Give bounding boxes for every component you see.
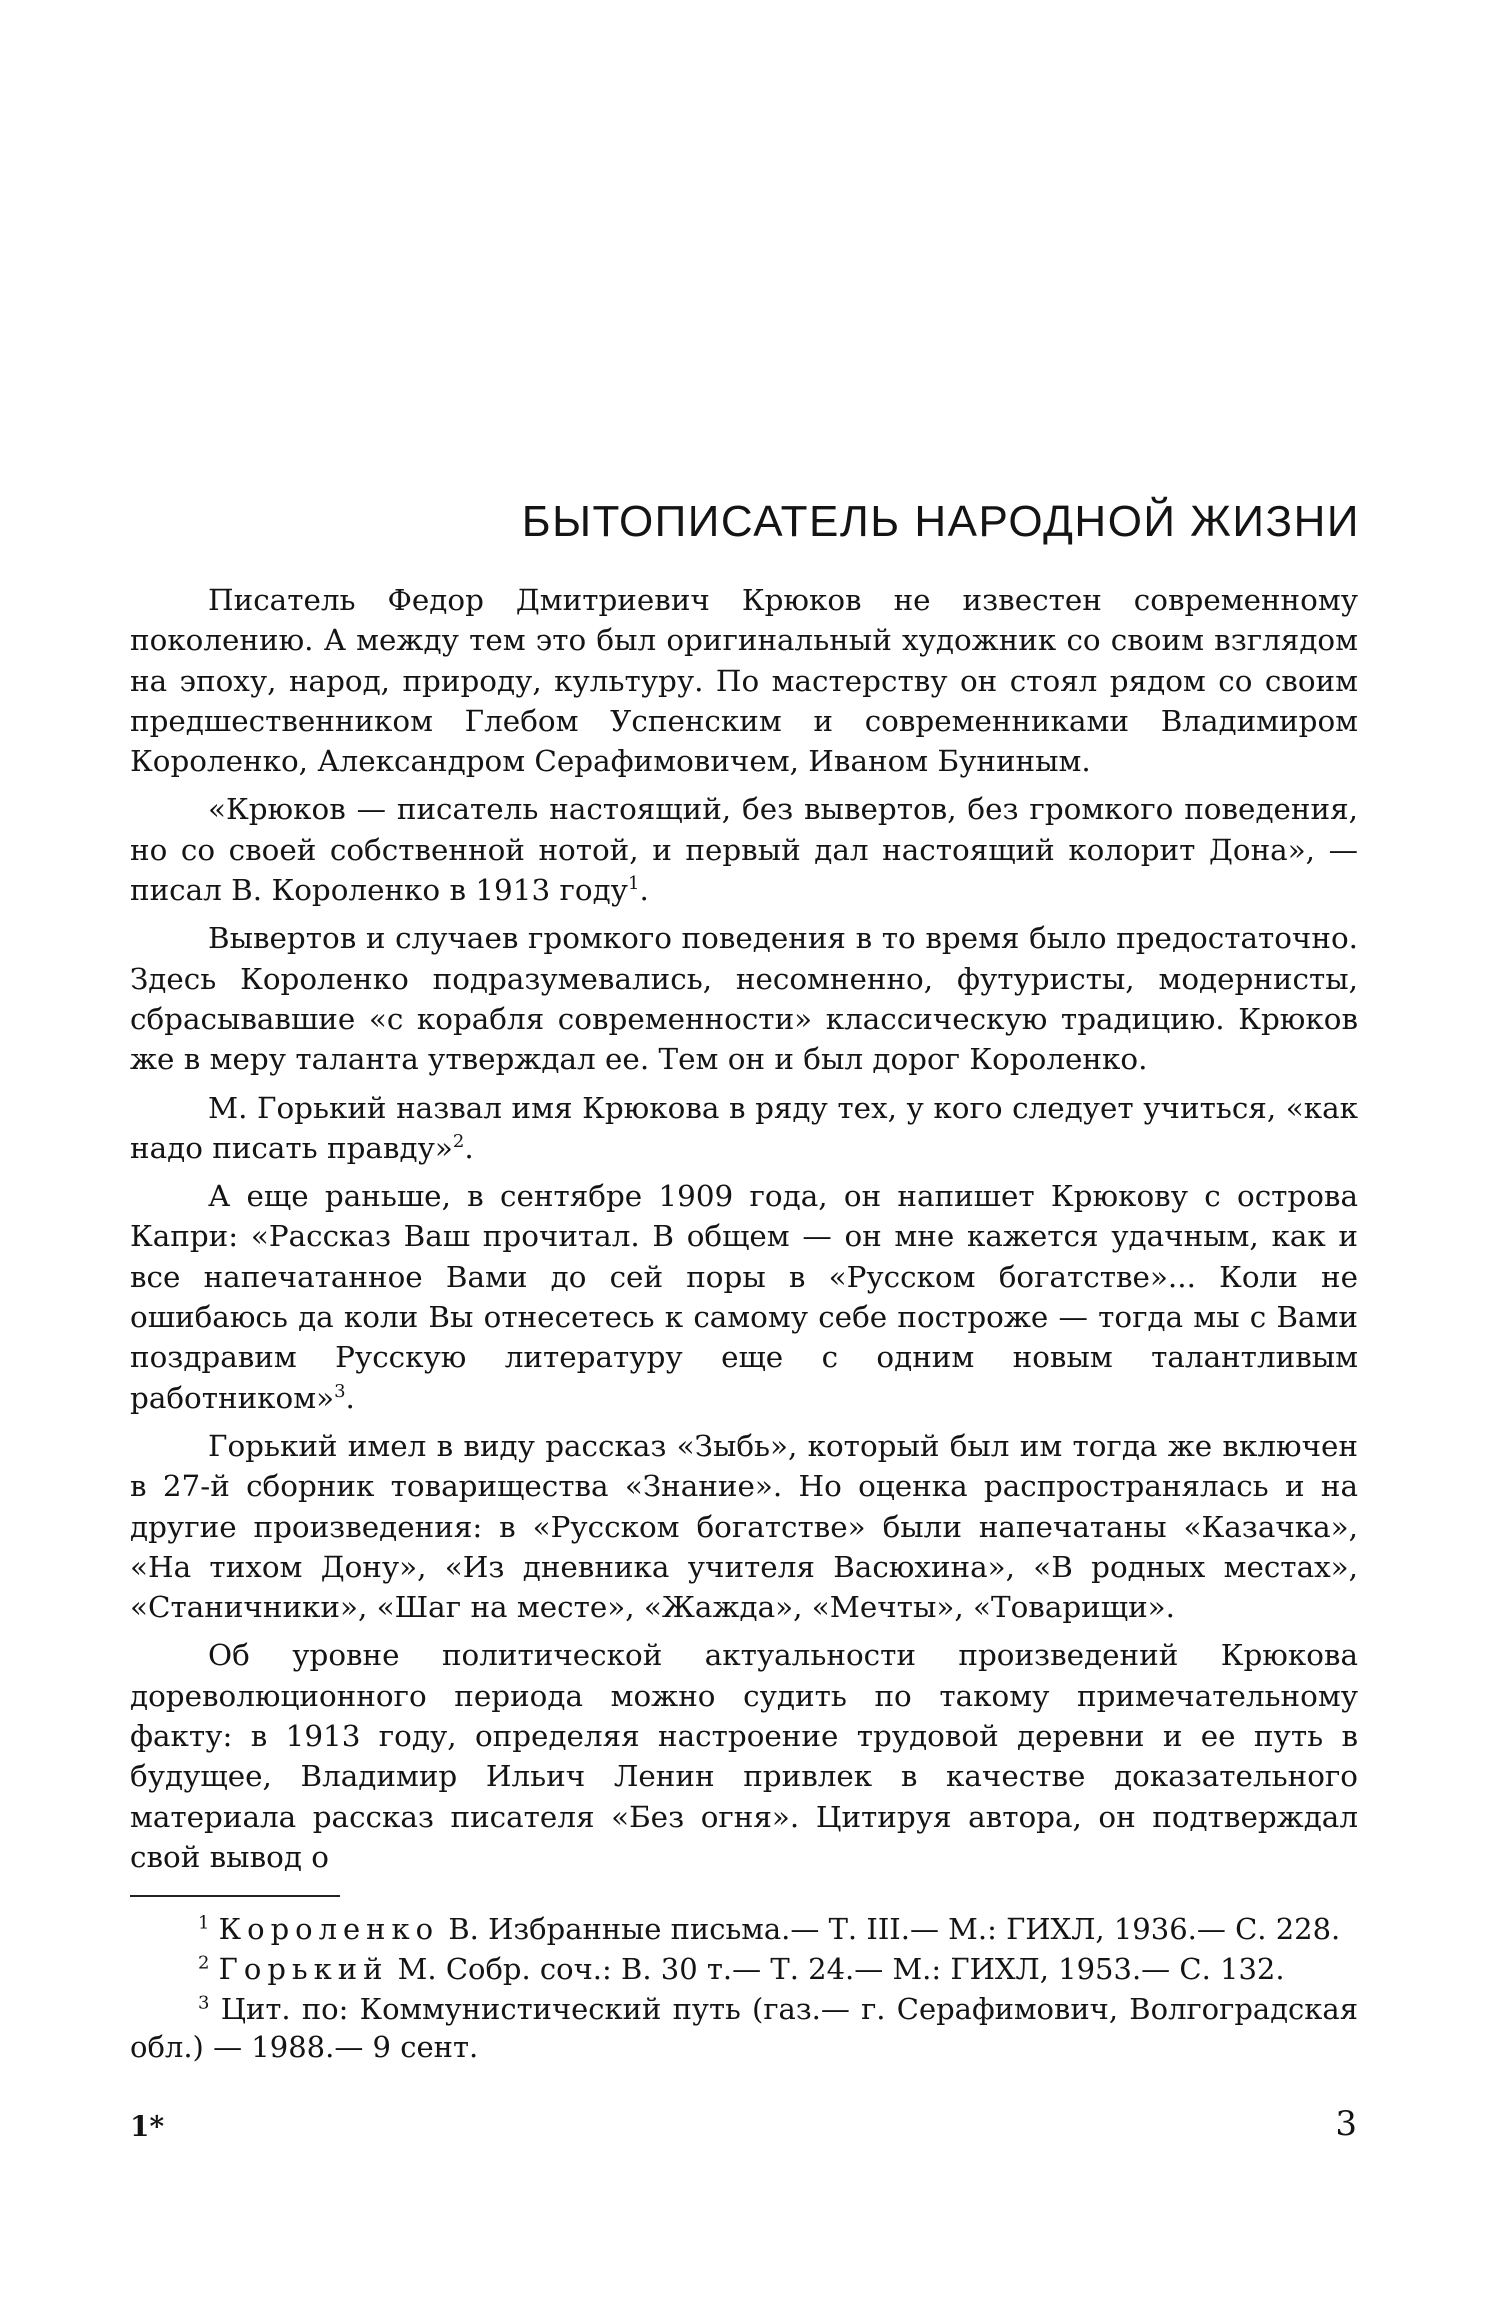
paragraph-5-text: А еще раньше, в сентябре 1909 года, он напишет Крюкову с острова Капри: «Рассказ Ваш прочитал. В общем — он мне кажется удачным, как и все напечатанное Вами до сей поры в «Русском богатстве»... Коли не ошибаюсь да коли Вы отнесетесь к самому себе построже — тогда мы с Вами поздравим Русскую литературу еще с одним новым талантливым работником» xyxy=(130,1179,1358,1415)
footnote-1-author: Короленко xyxy=(218,1912,440,1946)
paragraph-2-end: . xyxy=(639,873,649,908)
footnote-1 xyxy=(130,1910,1358,1948)
page-number: 3 xyxy=(1335,2104,1357,2144)
footnote-ref-1: 1 xyxy=(627,873,640,895)
chapter-title: БЫТОПИСАТЕЛЬ НАРОДНОЙ ЖИЗНИ xyxy=(521,497,1360,546)
paragraph-7 xyxy=(130,1635,1358,1877)
paragraph-6-text: Горький имел в виду рассказ «Зыбь», который был им тогда же включен в 27-й сборник товарищества «Знание». Но оценка распространялась и на другие произведения: в «Русском богатстве» были напечатаны «Казачка», «На тихом Дону», «Из дневника учителя Васюхина», «В родных местах», «Станичники», «Шаг на месте», «Жажда», «Мечты», «Товарищи». xyxy=(130,1428,1358,1625)
paragraph-3 xyxy=(130,918,1358,1079)
footnote-3-mark: 3 xyxy=(198,1992,210,2014)
paragraph-6 xyxy=(130,1426,1358,1627)
paragraph-1-text: Писатель Федор Дмитриевич Крюков не известен современному поколению. А между тем это был оригинальный художник со своим взглядом на эпоху, народ, природу, культуру. По мастерству он стоял рядом со своим предшественником Глебом Успенским и современниками Владимиром Короленко, Александром Серафимовичем, Иваном Буниным. xyxy=(130,583,1358,779)
footnote-separator xyxy=(130,1895,340,1897)
signature-mark: 1* xyxy=(130,2110,165,2143)
paragraph-7-text: Об уровне политической актуальности произведений Крюкова дореволюционного периода можно судить по такому примечательному факту: в 1913 году, определяя настроение трудовой деревни и ее путь в будущее, Владимир Ильич Ленин привлек в качестве доказательного материала рассказ писателя «Без огня». Цитируя автора, он подтверждал свой вывод о xyxy=(130,1638,1358,1874)
footnote-2 xyxy=(130,1950,1358,1988)
footnote-3-text: Цит. по: Коммунистический путь (газ.— г. Серафимович, Волгоградская обл.) — 1988.— 9 сент. xyxy=(130,1992,1358,2064)
paragraph-4-text: М. Горький назвал имя Крюкова в ряду тех, у кого следует учиться, «как надо писать правду» xyxy=(130,1090,1358,1165)
paragraph-4 xyxy=(130,1088,1358,1169)
footnote-ref-2: 2 xyxy=(452,1131,465,1153)
footnote-1-mark: 1 xyxy=(198,1912,210,1934)
paragraph-2 xyxy=(130,789,1358,910)
footnotes xyxy=(130,1910,1358,2068)
paragraph-5 xyxy=(130,1176,1358,1418)
footnote-2-text: М. Собр. соч.: В. 30 т.— Т. 24.— М.: ГИХЛ, 1953.— С. 132. xyxy=(388,1952,1285,1986)
footnote-1-text: В. Избранные письма.— Т. III.— М.: ГИХЛ, 1936.— С. 228. xyxy=(439,1912,1341,1946)
main-text xyxy=(130,580,1358,1885)
footnote-2-mark: 2 xyxy=(198,1952,210,1974)
paragraph-3-text: Вывертов и случаев громкого поведения в то время было предостаточно. Здесь Короленко подразумевались, несомненно, футуристы, модернисты, сбрасывавшие «с корабля современности» классическую традицию. Крюков же в меру таланта утверждал ее. Тем он и был дорог Короленко. xyxy=(130,921,1358,1077)
footnote-3 xyxy=(130,1990,1358,2066)
paragraph-2-text: «Крюков — писатель настоящий, без вывертов, без громкого поведения, но со своей собственной нотой, и первый дал настоящий колорит Дона», — писал В. Короленко в 1913 году xyxy=(130,792,1358,908)
paragraph-4-end: . xyxy=(464,1130,474,1165)
paragraph-5-end: . xyxy=(345,1380,355,1415)
paragraph-1 xyxy=(130,580,1358,781)
footnote-ref-3: 3 xyxy=(334,1380,346,1402)
footnote-2-author: Горький xyxy=(218,1952,389,1986)
